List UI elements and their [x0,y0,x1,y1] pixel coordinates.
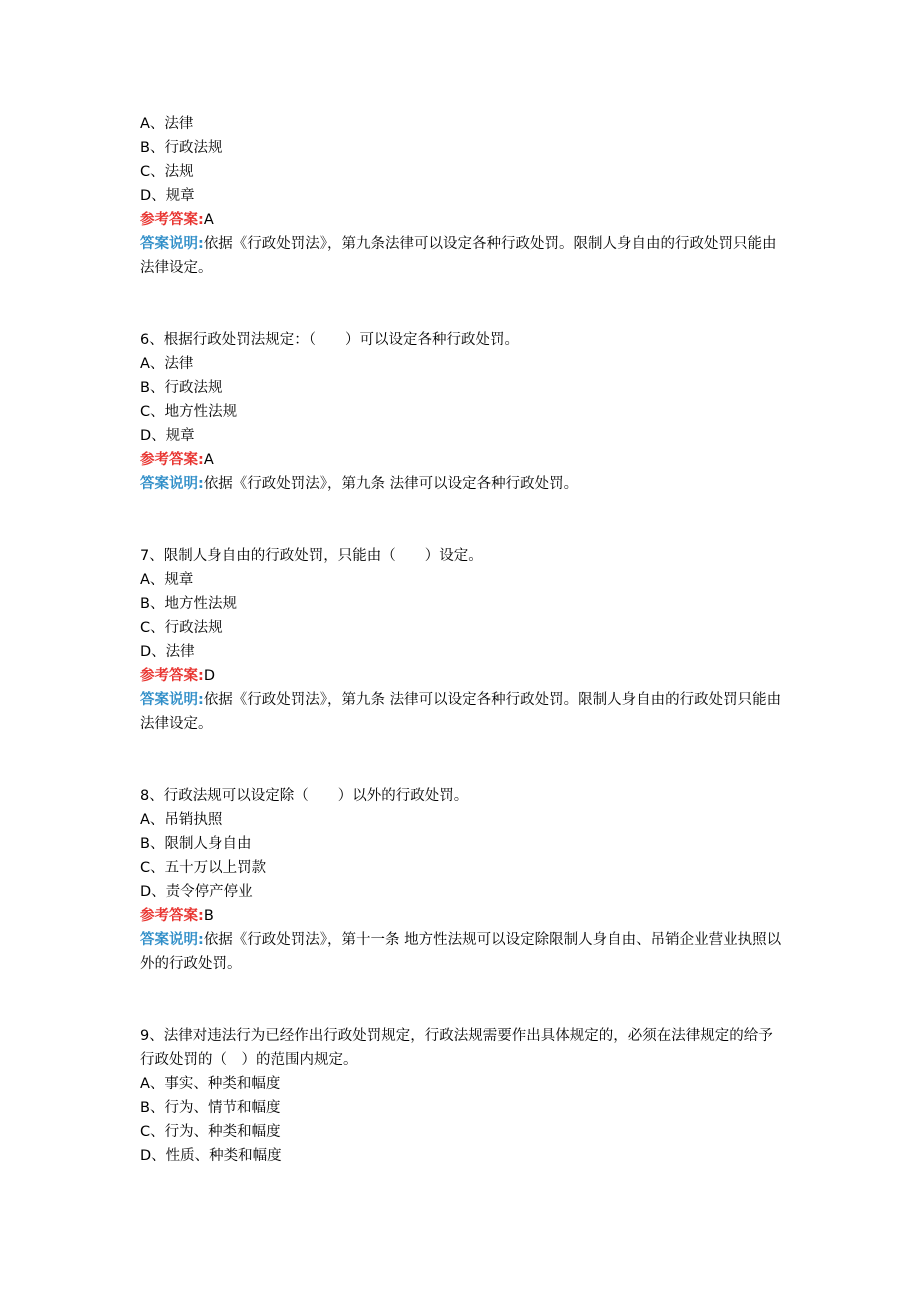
answer-label: 参考答案: [140,212,204,228]
explain-label: 答案说明: [140,692,204,708]
explain-label: 答案说明: [140,476,204,492]
answer-line [140,448,785,472]
answer-line [140,664,785,688]
question-text: 7、限制人身自由的行政处罚，只能由（ ）设定。 [140,548,483,564]
answer-value: A [203,212,214,228]
option-a: A、事实、种类和幅度 [140,1076,281,1092]
option-b: B、行政法规 [140,140,223,156]
question-8-block [140,784,785,976]
option-d: D、责令停产停业 [140,884,253,900]
explain-text: 依据《行政处罚法》，第九条 法律可以设定各种行政处罚。限制人身自由的行政处罚只能由法律设定。 [140,692,782,732]
explain-label: 答案说明: [140,932,204,948]
question-5-block [140,112,785,280]
answer-value: A [203,452,214,468]
option-c: C、法规 [140,164,194,180]
question-9-block [140,1024,785,1168]
explain-label: 答案说明: [140,236,204,252]
option-a: A、法律 [140,116,194,132]
option-b: B、行政法规 [140,380,223,396]
option-c: C、五十万以上罚款 [140,860,267,876]
option-b: B、限制人身自由 [140,836,252,852]
explain-line [140,472,785,496]
answer-line [140,904,785,928]
question-text: 6、根据行政处罚法规定：（ ）可以设定各种行政处罚。 [140,332,519,348]
explain-line [140,928,785,976]
answer-line [140,208,785,232]
question-6-block [140,328,785,496]
answer-label: 参考答案: [140,908,204,924]
option-c: C、行为、种类和幅度 [140,1124,281,1140]
option-d: D、规章 [140,428,195,444]
option-b: B、行为、情节和幅度 [140,1100,281,1116]
question-7-block [140,544,785,736]
option-c: C、行政法规 [140,620,223,636]
answer-value: B [203,908,214,924]
option-a: A、法律 [140,356,194,372]
explain-line [140,232,785,280]
explain-text: 依据《行政处罚法》，第十一条 地方性法规可以设定除限制人身自由、吊销企业营业执照以外的行政处罚。 [140,932,782,972]
question-text: 9、法律对违法行为已经作出行政处罚规定，行政法规需要作出具体规定的，必须在法律规定的给予行政处罚的（ ）的范围内规定。 [140,1028,773,1068]
question-text: 8、行政法规可以设定除（ ）以外的行政处罚。 [140,788,469,804]
answer-label: 参考答案: [140,668,204,684]
document-page [140,112,785,1168]
option-d: D、法律 [140,644,195,660]
option-a: A、规章 [140,572,194,588]
explain-text: 依据《行政处罚法》，第九条 法律可以设定各种行政处罚。 [203,476,579,492]
option-a: A、吊销执照 [140,812,223,828]
explain-text: 依据《行政处罚法》，第九条法律可以设定各种行政处罚。限制人身自由的行政处罚只能由法律设定。 [140,236,777,276]
option-d: D、规章 [140,188,195,204]
answer-label: 参考答案: [140,452,204,468]
option-c: C、地方性法规 [140,404,238,420]
explain-line [140,688,785,736]
option-d: D、性质、种类和幅度 [140,1148,282,1164]
option-b: B、地方性法规 [140,596,237,612]
answer-value: D [203,668,215,684]
